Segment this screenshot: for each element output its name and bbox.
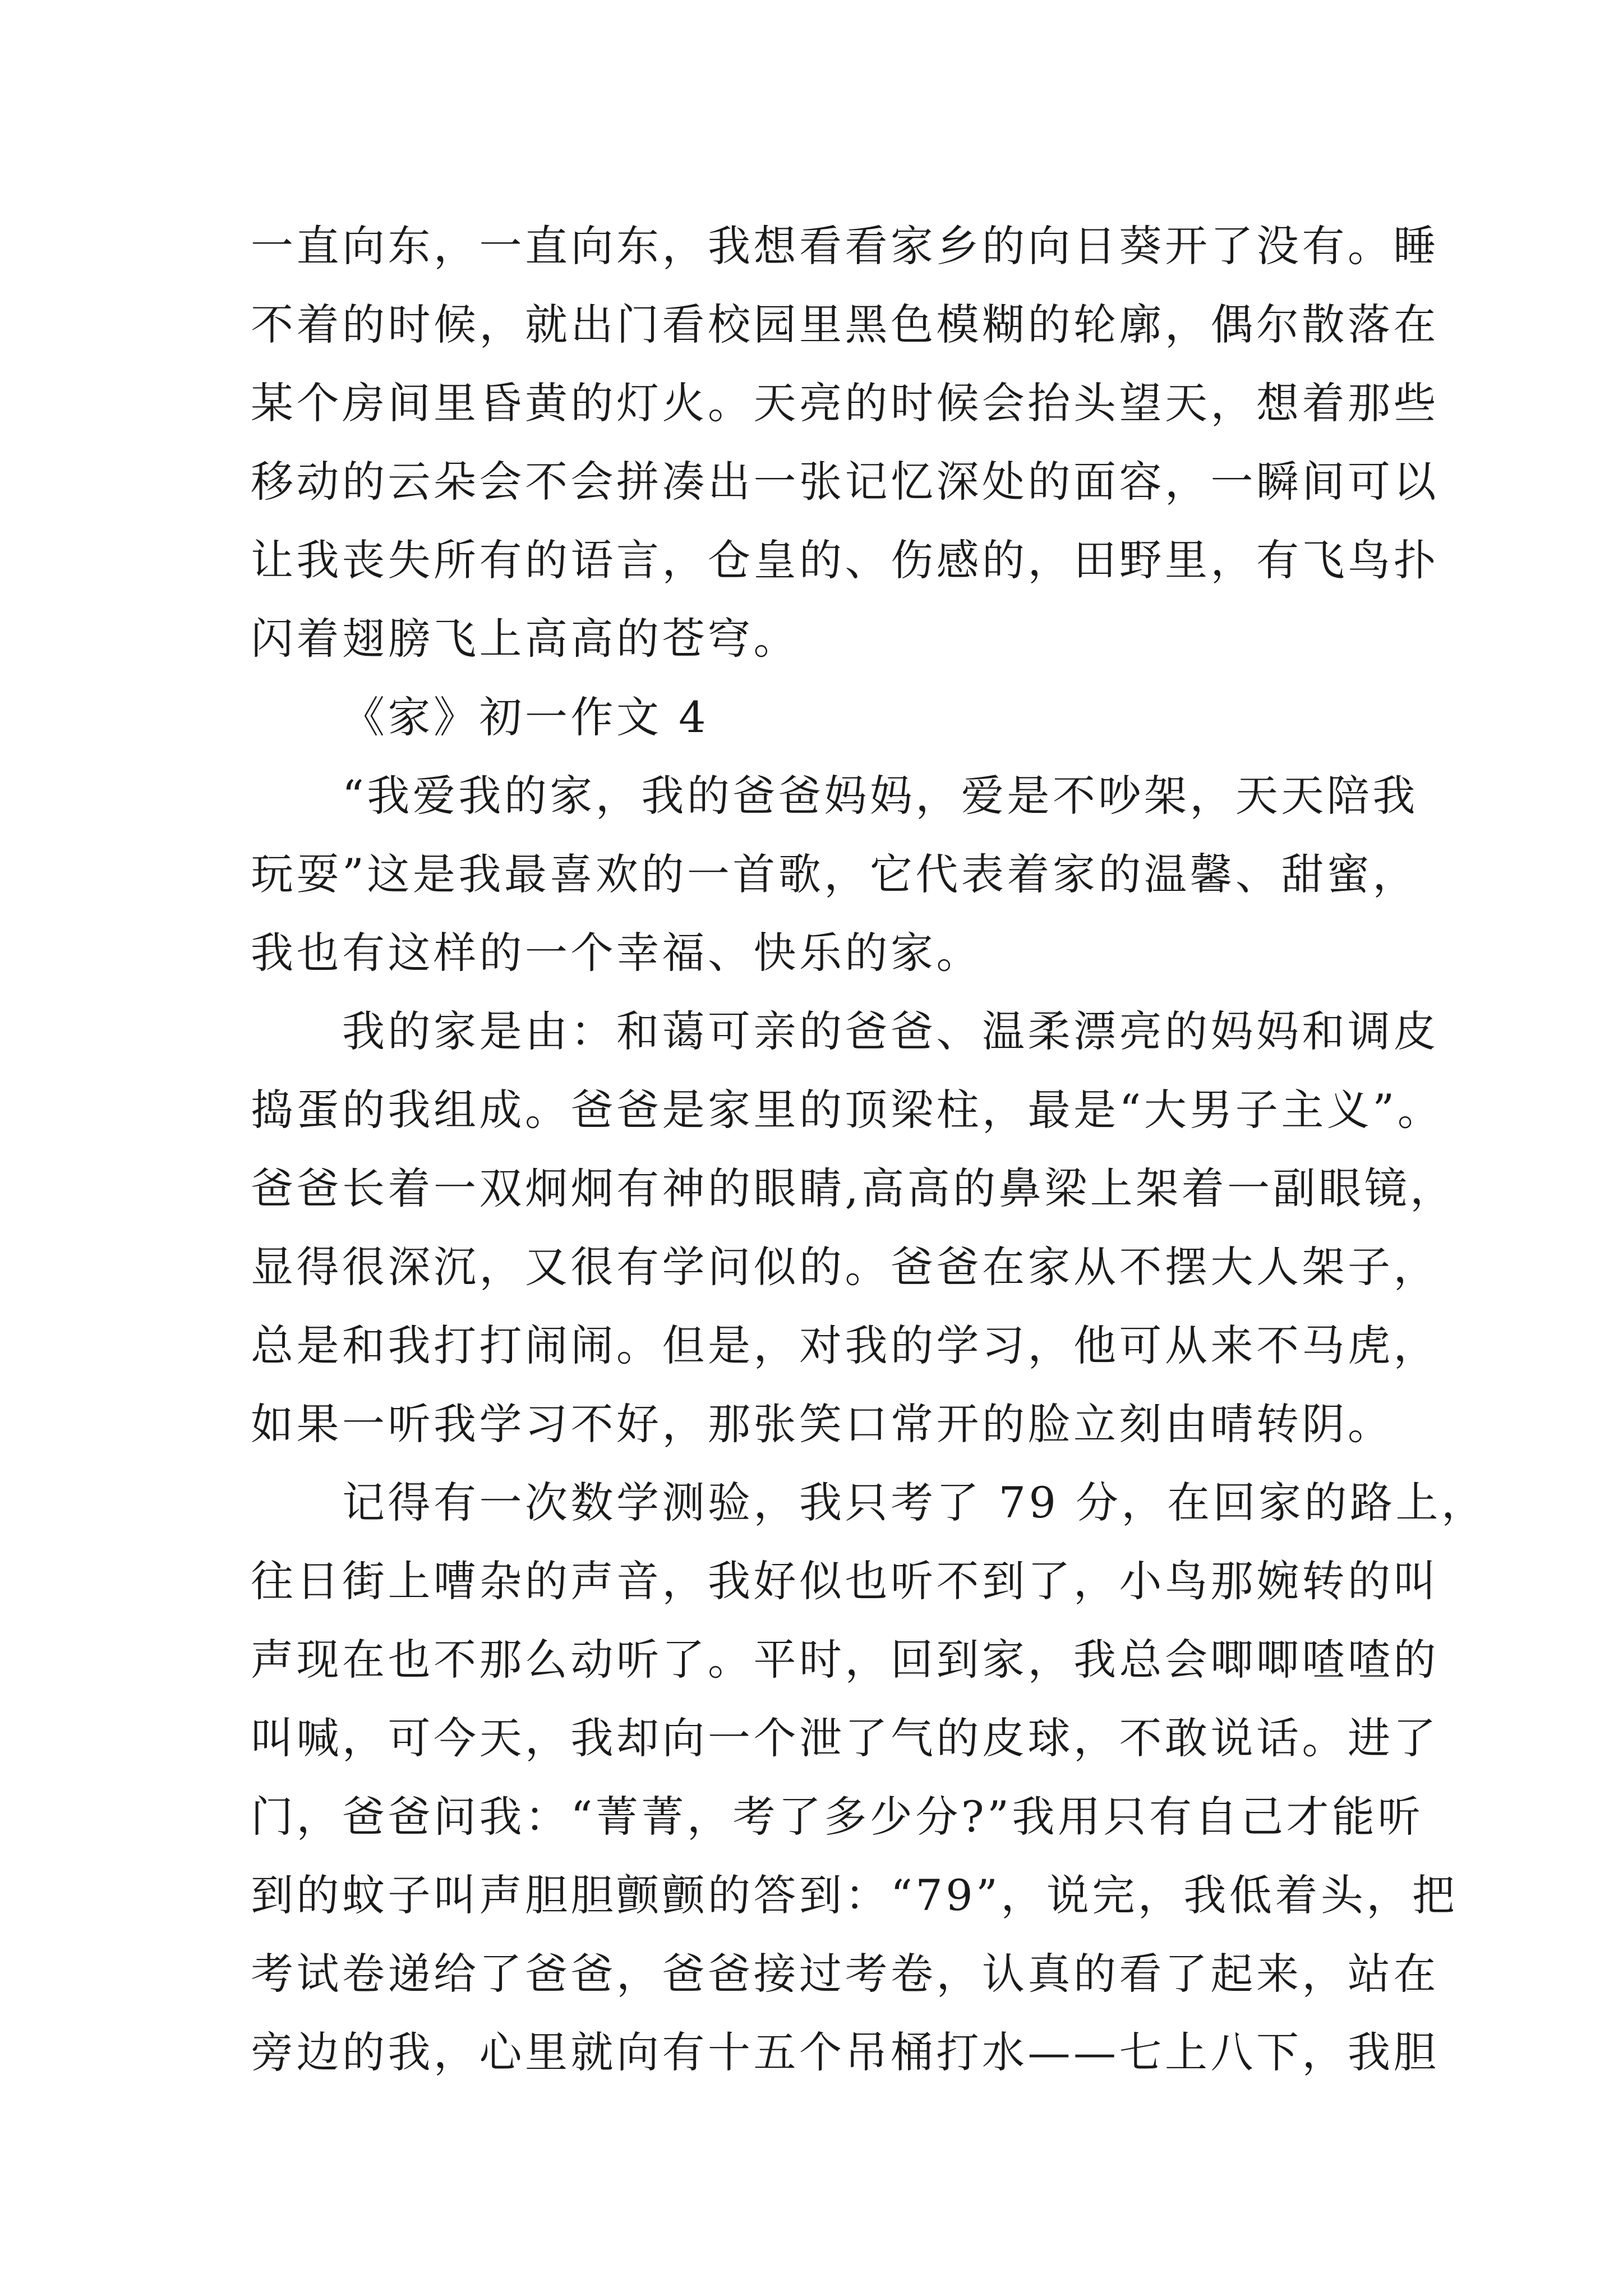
text-line: 总是和我打打闹闹。但是，对我的学习，他可从来不马虎，: [251, 1320, 1439, 1370]
text-line: 捣蛋的我组成。爸爸是家里的顶梁柱，最是“大男子主义”。: [251, 1085, 1444, 1135]
text-line: 往日街上嘈杂的声音，我好似也听不到了，小鸟那婉转的叫: [251, 1556, 1439, 1606]
continued-paragraph: [251, 207, 1456, 678]
text-line: 显得很深沉，又很有学问似的。爸爸在家从不摆大人架子，: [251, 1242, 1439, 1292]
text-line: 旁边的我，心里就向有十五个吊桶打水——七上八下，我胆: [251, 2027, 1439, 2077]
text-line: 移动的云朵会不会拼凑出一张记忆深处的面容，一瞬间可以: [251, 457, 1439, 507]
essay-title: 《家》初一作文 4: [342, 692, 709, 742]
text-line: 爸爸长着一双炯炯有神的眼睛,高高的鼻梁上架着一副眼镜，: [251, 1163, 1456, 1213]
text-line: 一直向东，一直向东，我想看看家乡的向日葵开了没有。睡: [251, 221, 1439, 271]
text-line: 声现在也不那么动听了。平时，回到家，我总会唧唧喳喳的: [251, 1635, 1439, 1685]
text-line: 记得有一次数学测验，我只考了 79 分，在回家的路上，: [342, 1478, 1487, 1527]
text-line: 不着的时候，就出门看校园里黑色模糊的轮廓，偶尔散落在: [251, 300, 1439, 349]
text-line: 某个房间里昏黄的灯火。天亮的时候会抬头望天，想着那些: [251, 378, 1439, 428]
text-line: 玩耍”这是我最喜欢的一首歌，它代表着家的温馨、甜蜜，: [251, 849, 1418, 899]
text-line: 到的蚊子叫声胆胆颤颤的答到：“79”，说完，我低着头，把: [251, 1870, 1458, 1920]
text-line: 让我丧失所有的语言，仓皇的、伤感的，田野里，有飞鸟扑: [251, 535, 1439, 585]
text-line: 叫喊，可今天，我却向一个泄了气的皮球，不敢说话。进了: [251, 1713, 1439, 1763]
document-body: [251, 207, 1487, 2092]
paragraph: [251, 757, 1456, 992]
text-line: 考试卷递给了爸爸，爸爸接过考卷，认真的看了起来，站在: [251, 1949, 1439, 1999]
text-line: 我也有这样的一个幸福、快乐的家。: [251, 928, 982, 978]
paragraph: [251, 992, 1456, 1464]
text-line: 我的家是由：和蔼可亲的爸爸、温柔漂亮的妈妈和调皮: [342, 1006, 1439, 1056]
paragraph: [251, 1464, 1487, 2092]
text-line: 门，爸爸问我：“菁菁，考了多少分?”我用只有自己才能听: [251, 1792, 1423, 1842]
text-line: 如果一听我学习不好，那张笑口常开的脸立刻由晴转阴。: [251, 1399, 1394, 1449]
text-line: “我爱我的家，我的爸爸妈妈，爱是不吵架，天天陪我: [342, 771, 1418, 821]
text-line: 闪着翅膀飞上高高的苍穹。: [251, 614, 799, 664]
